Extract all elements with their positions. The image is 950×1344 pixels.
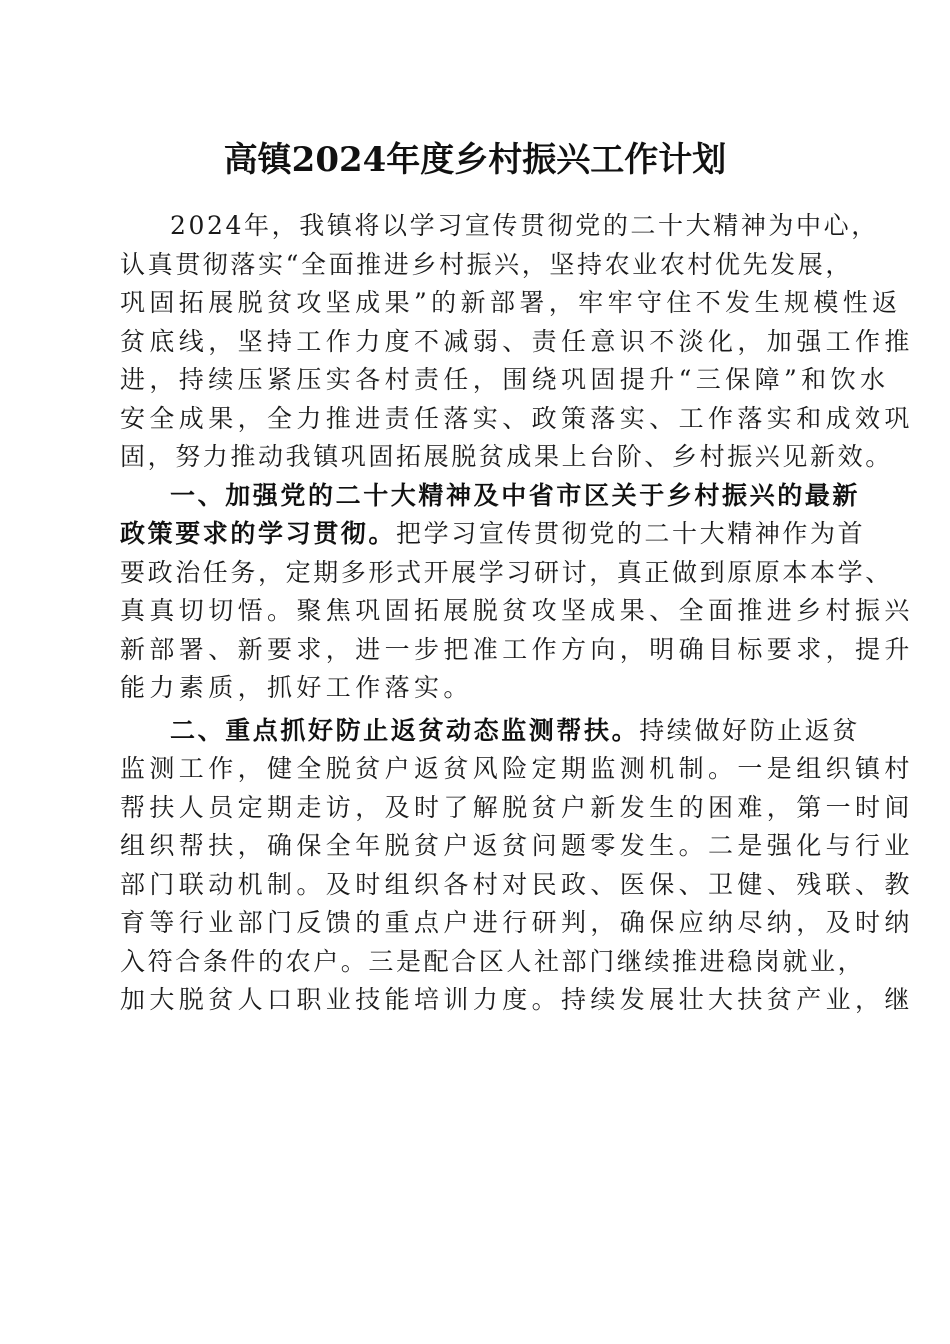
paragraph-section-2 bbox=[120, 712, 914, 1020]
text-run: 持续做好防止返贫 bbox=[639, 715, 861, 745]
text-line bbox=[120, 712, 861, 751]
text-line bbox=[120, 515, 866, 554]
text-line: 监测工作，健全脱贫户返贫风险定期监测机制。一是组织镇村 bbox=[120, 754, 914, 783]
text-line: 入符合条件的农户。三是配合区人社部门继续推进稳岗就业， bbox=[120, 946, 866, 976]
text-line: 帮扶人员定期走访，及时了解脱贫户新发生的困难，第一时间 bbox=[120, 792, 914, 822]
text-line: 贫底线，坚持工作力度不减弱、责任意识不淡化，加强工作推 bbox=[120, 326, 914, 356]
text-line: 组织帮扶，确保全年脱贫户返贫问题零发生。二是强化与行业 bbox=[120, 831, 914, 860]
text-line: 固，努力推动我镇巩固拓展脱贫成果上台阶、乡村振兴见新效。 bbox=[120, 442, 893, 471]
section-heading-1: 一、加强党的二十大精神及中省市区关于乡村振兴的最新 bbox=[170, 480, 861, 510]
text-line: 育等行业部门反馈的重点户进行研判，确保应纳尽纳，及时纳 bbox=[120, 908, 914, 937]
document-body bbox=[120, 207, 914, 1020]
text-line: 安全成果，全力推进责任落实、政策落实、工作落实和成效巩 bbox=[120, 403, 914, 433]
text-line: 2024年，我镇将以学习宣传贯彻党的二十大精神为中心， bbox=[170, 211, 879, 240]
text-line: 加大脱贫人口职业技能培训力度。持续发展壮大扶贫产业，继 bbox=[120, 985, 914, 1014]
text-line: 要政治任务，定期多形式开展学习研讨，真正做到原原本本学、 bbox=[120, 557, 893, 587]
section-heading-2: 二、重点抓好防止返贫动态监测帮扶。 bbox=[170, 715, 640, 745]
text-line: 能力素质，抓好工作落实。 bbox=[120, 673, 473, 702]
text-line bbox=[120, 477, 861, 516]
text-line: 部门联动机制。及时组织各村对民政、医保、卫健、残联、教 bbox=[120, 869, 914, 899]
text-line: 认真贯彻落实“全面推进乡村振兴，坚持农业农村优先发展， bbox=[120, 249, 853, 279]
text-line: 真真切切悟。聚焦巩固拓展脱贫攻坚成果、全面推进乡村振兴 bbox=[120, 596, 914, 625]
paragraph-section-1 bbox=[120, 477, 914, 708]
section-heading-1-cont: 政策要求的学习贯彻。 bbox=[120, 519, 397, 548]
text-line: 巩固拓展脱贫攻坚成果”的新部署，牢牢守住不发生规模性返 bbox=[120, 288, 902, 317]
document-title: 高镇2024年度乡村振兴工作计划 bbox=[223, 140, 727, 180]
text-line: 进，持续压紧压实各村责任，围绕巩固提升“三保障”和饮水 bbox=[120, 365, 890, 394]
paragraph-intro bbox=[120, 207, 914, 477]
text-line: 新部署、新要求，进一步把准工作方向，明确目标要求，提升 bbox=[120, 634, 914, 664]
text-run: 把学习宣传贯彻党的二十大精神作为首 bbox=[396, 519, 866, 548]
